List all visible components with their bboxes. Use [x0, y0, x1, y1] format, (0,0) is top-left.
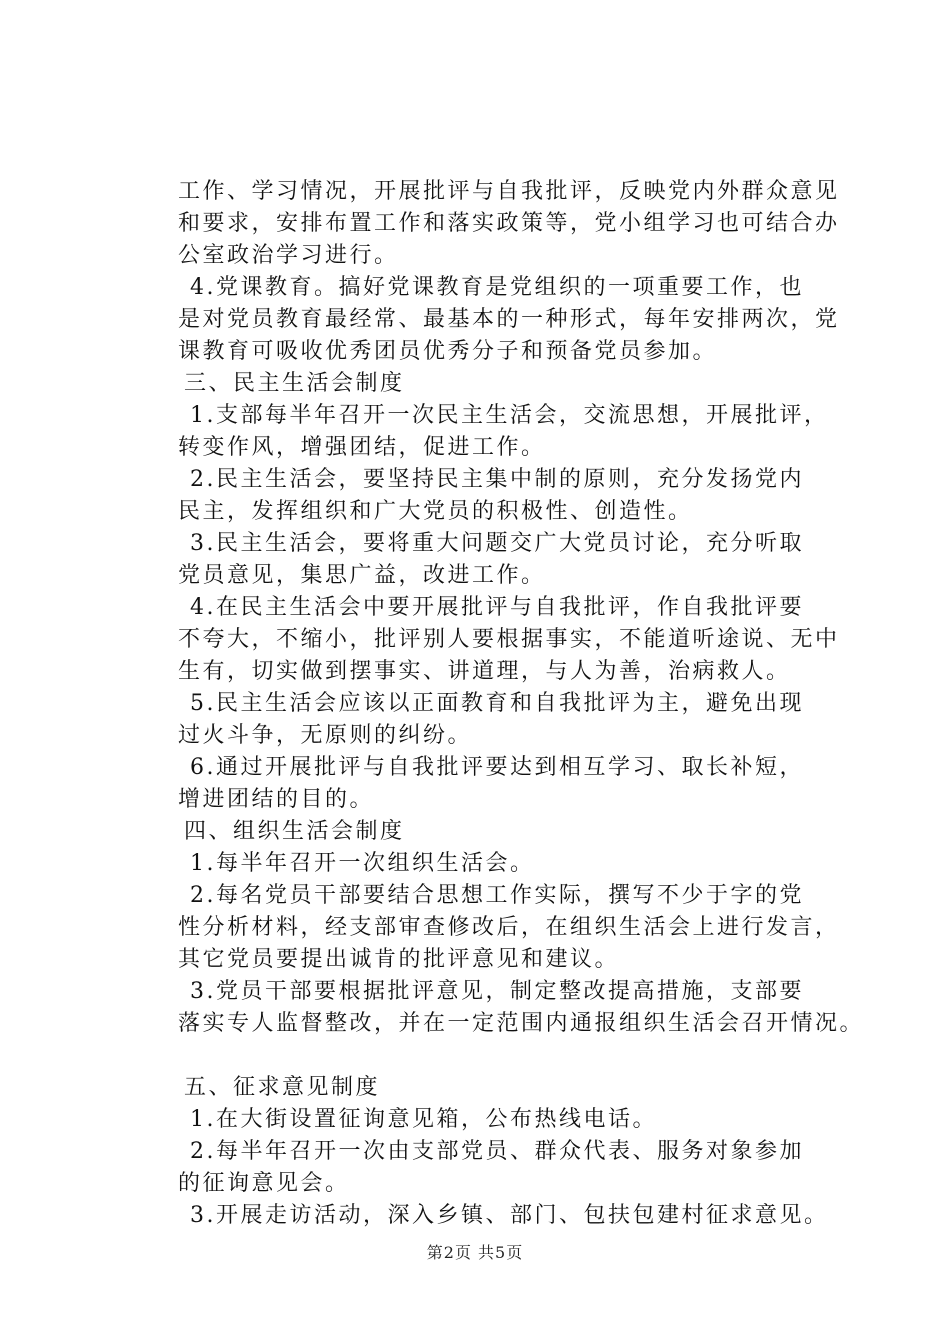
- paragraph-item: 2.民主生活会，要坚持民主集中制的原则，充分发扬党内 民主，发挥组织和广大党员的积极性、创造性。: [178, 467, 804, 524]
- paragraph-item: 3.开展走访活动，深入乡镇、部门、包扶包建村征求意见。: [190, 1203, 829, 1228]
- paragraph-item: 6.通过开展批评与自我批评要达到相互学习、取长补短， 增进团结的目的。: [178, 755, 804, 812]
- paragraph-item: 4.在民主生活会中要开展批评与自我批评，作自我批评要 不夸大，不缩小，批评别人要根据事实，不能道听途说、无中 生有，切实做到摆事实、讲道理，与人为善，治病救人。: [178, 595, 840, 684]
- paragraph-item: 5.民主生活会应该以正面教育和自我批评为主，避免出现 过火斗争，无原则的纠纷。: [178, 691, 804, 748]
- paragraph-item: 2.每名党员干部要结合思想工作实际，撰写不少于字的党 性分析材料，经支部审查修改后，在组织生活会上进行发言， 其它党员要提出诚肯的批评意见和建议。: [178, 883, 840, 972]
- paragraph-item: 2.每半年召开一次由支部党员、群众代表、服务对象参加 的征询意见会。: [178, 1139, 804, 1196]
- paragraph-item: 1.支部每半年召开一次民主生活会，交流思想，开展批评， 转变作风，增强团结，促进工作。: [178, 403, 829, 460]
- page-number-footer: 第2页 共5页: [426, 1243, 524, 1262]
- paragraph-item: 1.每半年召开一次组织生活会。: [190, 851, 535, 876]
- paragraph-item: 1.在大街设置征询意见箱，公布热线电话。: [190, 1107, 657, 1132]
- section-heading: 三、民主生活会制度: [184, 371, 405, 396]
- section-heading: 五、征求意见制度: [184, 1075, 381, 1100]
- paragraph-item: 3.民主生活会，要将重大问题交广大党员讨论，充分听取 党员意见，集思广益，改进工作。: [178, 531, 804, 588]
- paragraph-continuation: 工作、学习情况，开展批评与自我批评，反映党内外群众意见 和要求，安排布置工作和落实政策等，党小组学习也可结合办 公室政治学习进行。: [178, 179, 840, 268]
- document-body: [178, 176, 868, 1232]
- section-heading: 四、组织生活会制度: [184, 819, 405, 844]
- paragraph-item: 3.党员干部要根据批评意见，制定整改提高措施，支部要 落实专人监督整改，并在一定范围内通报组织生活会召开情况。: [178, 979, 865, 1036]
- paragraph-item: 4.党课教育。搞好党课教育是党组织的一项重要工作，也 是对党员教育最经常、最基本的一种形式，每年安排两次，党 课教育可吸收优秀团员优秀分子和预备党员参加。: [178, 275, 840, 364]
